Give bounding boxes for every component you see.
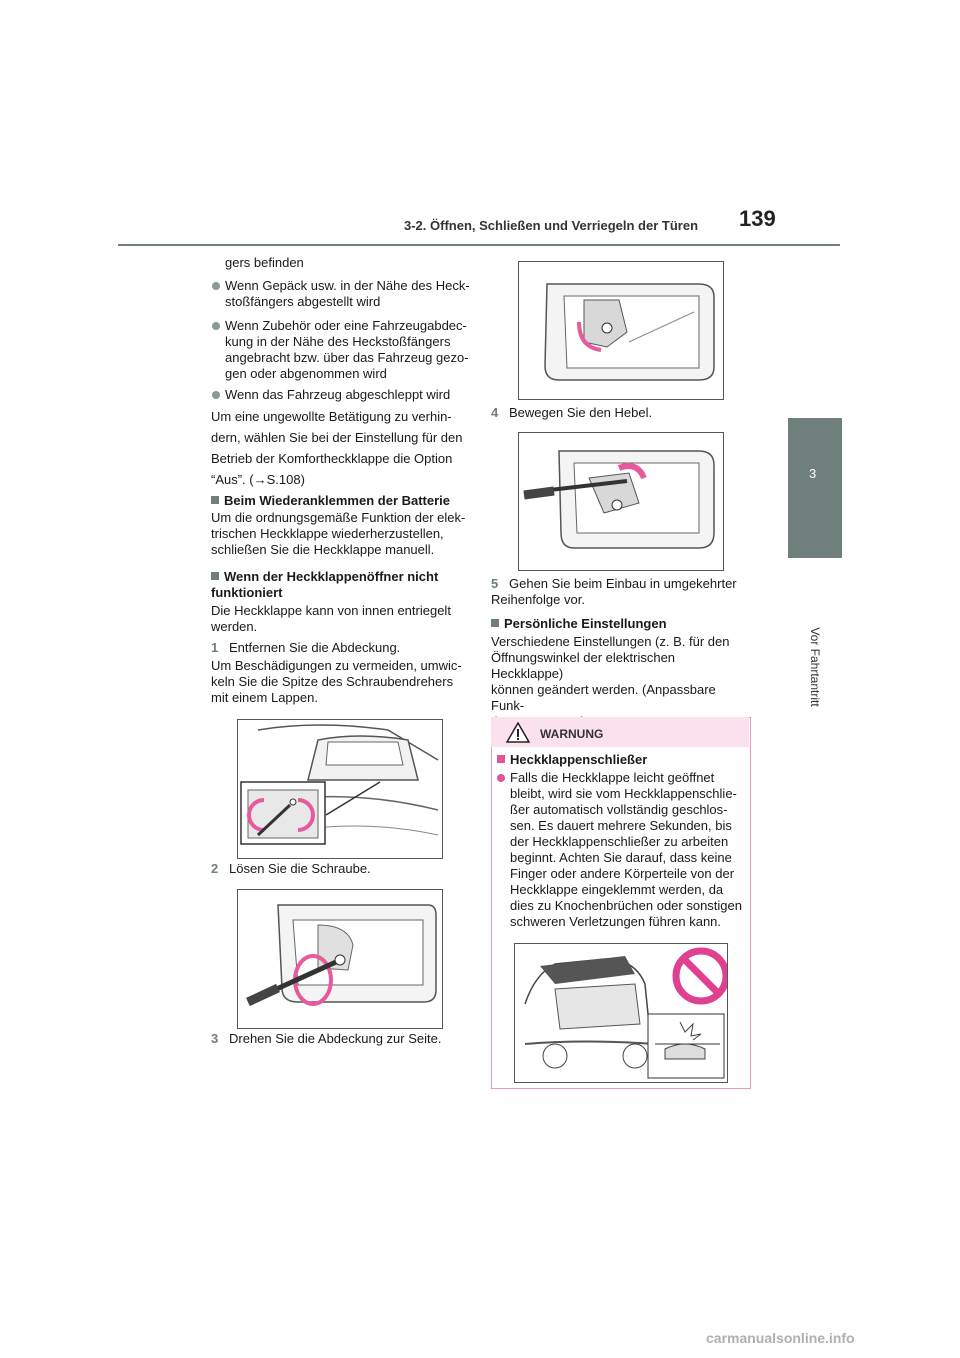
- section-heading: Beim Wiederanklemmen der Batterie: [211, 493, 469, 509]
- step-text: Gehen Sie beim Einbau in umgekehrter Reihenfolge vor.: [491, 576, 737, 607]
- bullet-item: Wenn Zubehör oder eine Fahrzeugabdec- kung in der Nähe des Heckstoßfängers angebracht bzw. über das Fahrzeug gezo- gen oder abgenommen wird: [225, 318, 483, 382]
- chapter-tab: [788, 418, 842, 558]
- step-number: 2: [211, 861, 219, 876]
- chapter-label: [788, 622, 842, 712]
- lever-illustration: [519, 433, 723, 570]
- paragraph-line: dern, wählen Sie bei der Einstellung für den: [211, 430, 463, 445]
- section-text: Die Heckklappe kann von innen entriegelt werden.: [211, 603, 451, 634]
- continued-line: gers befinden: [225, 255, 304, 270]
- figure-pinch-warning: [514, 943, 728, 1083]
- header-rule: [118, 244, 840, 246]
- warning-text: Falls die Heckklappe leicht geöffnet bleibt, wird sie vom Heckklappenschlie- ßer automatisch vollständig geschlos- sen. Es dauert mehrere Sekunden, bis der Heckklappenschließer zu arbeiten beginnt. Achten Sie darauf, dass keine Finger oder andere Körperteile von der Heckklappe eingeklemmt werden, da dies zu Knochenbrüchen oder sonstigen schweren Verletzungen führen kann.: [510, 770, 742, 929]
- step-4: [491, 405, 749, 421]
- step-number: 4: [491, 405, 499, 420]
- step-text: Lösen Sie die Schraube.: [229, 861, 371, 876]
- bullet-item: Wenn Gepäck usw. in der Nähe des Heck- stoßfängers abgestellt wird: [225, 278, 483, 310]
- figure-remove-cover: [237, 719, 443, 859]
- step-5: [491, 576, 749, 608]
- cover-screw-illustration: [238, 890, 442, 1028]
- step-3: [211, 1031, 469, 1047]
- paragraph-line: Betrieb der Komfortheckklappe die Option: [211, 451, 453, 466]
- section-text: Um die ordnungsgemäße Funktion der elek- trischen Heckklappe wiederherzustellen, schließen Sie die Heckklappe manuell.: [211, 510, 466, 557]
- tailgate-pinch-illustration: [515, 944, 727, 1082]
- section-heading: Persönliche Einstellungen: [491, 616, 749, 632]
- section-text: Verschiedene Einstellungen (z. B. für den Öffnungswinkel der elektrischen Heckklappe) können geändert werden. (Anpassbare Funk-: [491, 634, 730, 713]
- watermark: carmanualsonline.info: [706, 1330, 855, 1346]
- warning-subtitle: Heckklappenschließer: [497, 752, 755, 768]
- section-heading: Wenn der Heckklappenöffner nicht funktioniert: [211, 569, 469, 601]
- step-number: 3: [211, 1031, 219, 1046]
- step-text: Entfernen Sie die Abdeckung.: [229, 640, 401, 655]
- cover-turn-illustration: [519, 262, 723, 399]
- warning-title: WARNUNG: [540, 727, 604, 741]
- paragraph-line: Um eine ungewollte Betätigung zu verhin-: [211, 409, 452, 424]
- page-number: 139: [739, 206, 776, 231]
- chapter-number: 3: [809, 466, 817, 481]
- step-number: 1: [211, 640, 219, 655]
- section-title: 3-2. Öffnen, Schließen und Verriegeln der Türen: [404, 218, 699, 233]
- tailgate-illustration: [238, 720, 442, 858]
- step-1: [211, 640, 469, 656]
- step-number: 5: [491, 576, 499, 591]
- warning-triangle-icon: [506, 722, 530, 743]
- bullet-item: Wenn das Fahrzeug abgeschleppt wird: [225, 387, 483, 403]
- step-text: Drehen Sie die Abdeckung zur Seite.: [229, 1031, 442, 1046]
- figure-move-lever: [518, 432, 724, 571]
- step-text: Bewegen Sie den Hebel.: [509, 405, 653, 420]
- figure-loosen-screw: [237, 889, 443, 1029]
- chapter-label-text: Vor Fahrtantritt: [808, 627, 822, 707]
- step-2: [211, 861, 469, 877]
- paragraph-line: “Aus”. (→S.108): [211, 472, 305, 487]
- figure-turn-cover: [518, 261, 724, 400]
- step-note: Um Beschädigungen zu vermeiden, umwic- keln Sie die Spitze des Schraubendrehers mit einem Lappen.: [211, 658, 462, 705]
